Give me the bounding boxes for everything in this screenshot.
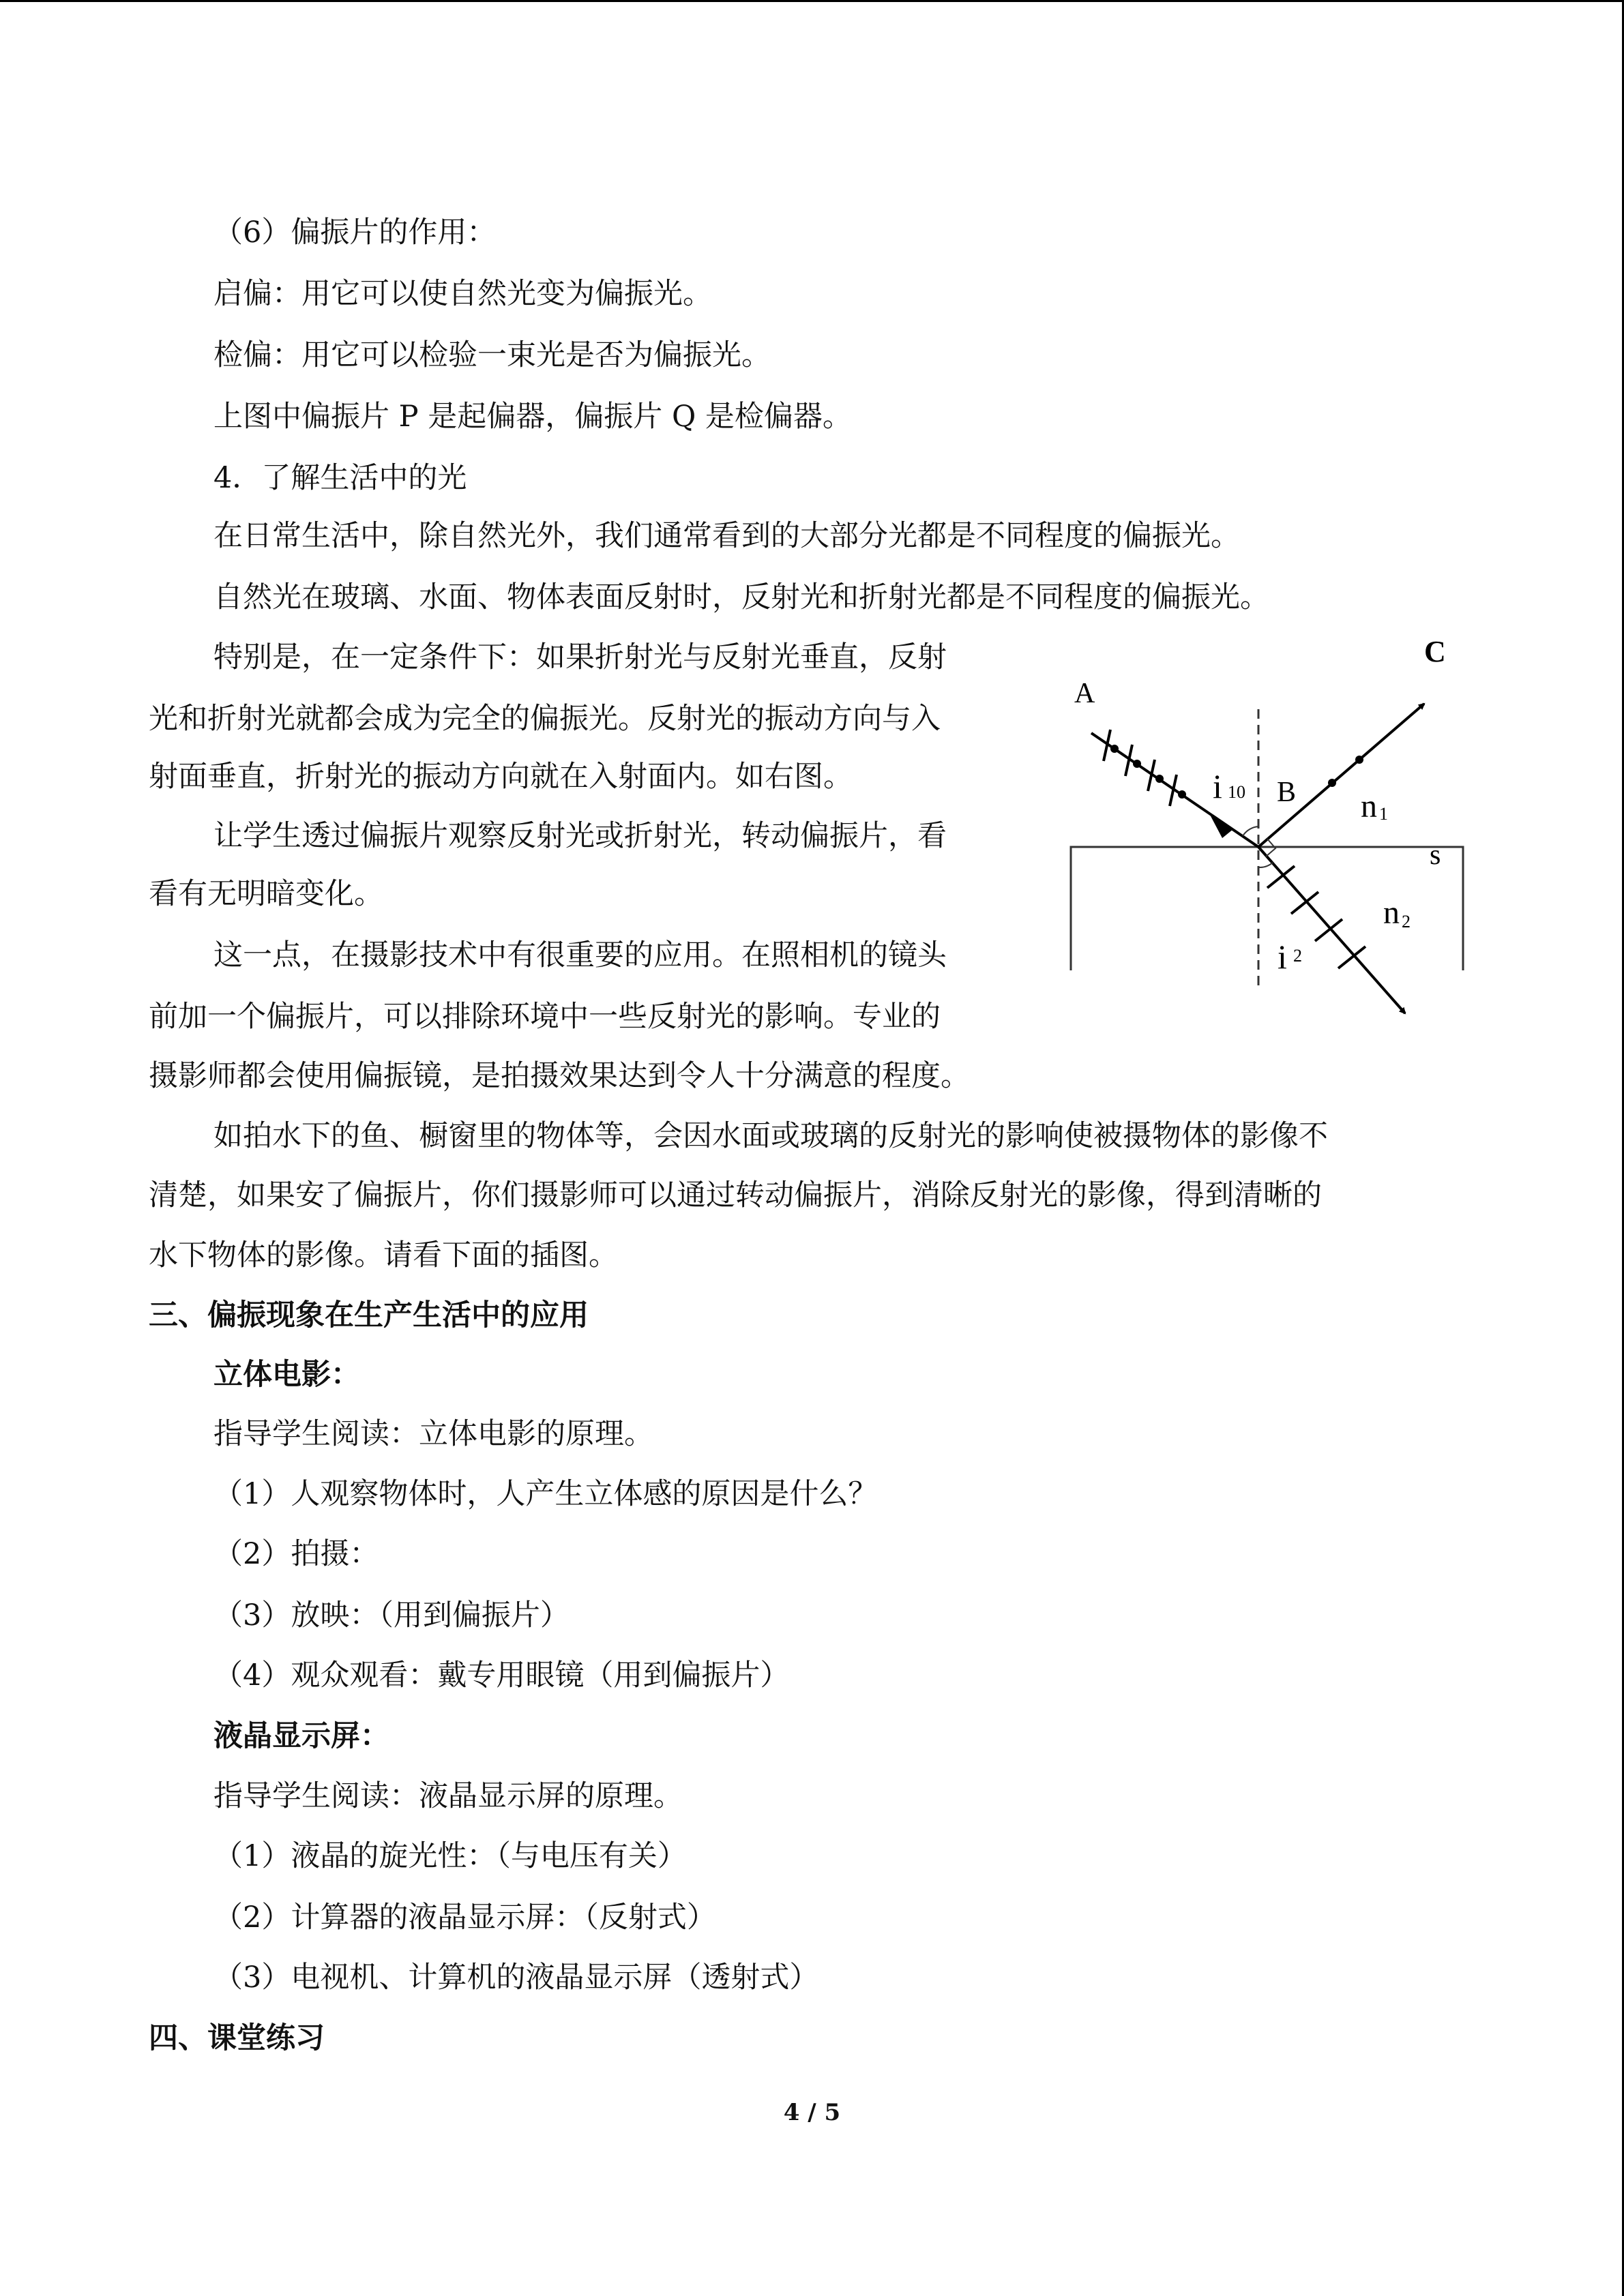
text-line: 摄影师都会使用偏振镜，是拍摄效果达到令人十分满意的程度。: [149, 1059, 970, 1093]
reflected-ray: [1258, 704, 1424, 847]
label-n2: n: [1383, 895, 1400, 931]
label-s: s: [1430, 839, 1441, 871]
text-line: （6）偏振片的作用：: [213, 215, 497, 250]
label-i1-sub: 10: [1228, 782, 1245, 802]
text-line: 指导学生阅读：液晶显示屏的原理。: [213, 1779, 683, 1813]
text-line: （1）液晶的旋光性：（与电压有关）: [213, 1839, 687, 1873]
label-i1: i: [1213, 767, 1222, 805]
label-n2-sub: 2: [1402, 912, 1411, 931]
section-heading: 四、课堂练习: [149, 2021, 325, 2055]
subsection-heading: 立体电影：: [213, 1358, 360, 1392]
text-line: 看有无明暗变化。: [149, 877, 383, 911]
text-line: 前加一个偏振片，可以排除环境中一些反射光的影响。专业的: [149, 1000, 941, 1034]
text-line: 水下物体的影像。请看下面的插图。: [149, 1238, 618, 1272]
text-line: 如拍水下的鱼、橱窗里的物体等，会因水面或玻璃的反射光的影响使被摄物体的影像不: [213, 1119, 1328, 1153]
text-line: 启偏：用它可以使自然光变为偏振光。: [213, 277, 712, 311]
text-line: （3）放映：（用到偏振片）: [213, 1598, 570, 1632]
incident-angle-arc: [1243, 826, 1258, 836]
refraction-angle-arc: [1258, 863, 1273, 867]
text-line: 射面垂直，折射光的振动方向就在入射面内。如右图。: [149, 760, 853, 794]
label-n1-sub: 1: [1379, 804, 1388, 824]
section-subheading: 4．了解生活中的光: [213, 461, 467, 495]
text-line: （4）观众观看：戴专用眼镜（用到偏振片）: [213, 1658, 790, 1693]
text-line: 自然光在玻璃、水面、物体表面反射时，反射光和折射光都是不同程度的偏振光。: [213, 580, 1269, 614]
subsection-heading: 液晶显示屏：: [213, 1719, 389, 1753]
section-heading: 三、偏振现象在生产生活中的应用: [149, 1298, 589, 1332]
text-line: 指导学生阅读：立体电影的原理。: [213, 1417, 653, 1451]
text-line: （2）计算器的液晶显示屏：（反射式）: [213, 1900, 716, 1935]
text-line: （2）拍摄：: [213, 1537, 379, 1571]
label-n1: n: [1361, 788, 1377, 824]
text-line: （3）电视机、计算机的液晶显示屏（透射式）: [213, 1960, 819, 1995]
label-i2-sub: 2: [1293, 946, 1302, 966]
text-line: 清楚，如果安了偏振片，你们摄影师可以通过转动偏振片，消除反射光的影像，得到清晰的: [149, 1178, 1322, 1212]
label-i2: i: [1278, 938, 1287, 976]
page-number: 4 / 5: [783, 2099, 841, 2126]
label-c: C: [1424, 635, 1446, 668]
text-line: 在日常生活中，除自然光外，我们通常看到的大部分光都是不同程度的偏振光。: [213, 519, 1240, 553]
label-a: A: [1074, 678, 1095, 709]
text-line: 让学生透过偏振片观察反射光或折射光，转动偏振片，看: [213, 819, 947, 853]
text-line: （1）人观察物体时，人产生立体感的原因是什么？: [213, 1477, 878, 1511]
text-line: 检偏：用它可以检验一束光是否为偏振光。: [213, 338, 771, 372]
text-line: 光和折射光就都会成为完全的偏振光。反射光的振动方向与入: [149, 702, 941, 736]
text-line: 特别是，在一定条件下：如果折射光与反射光垂直，反射: [213, 640, 947, 674]
top-border: [0, 0, 1624, 2]
text-line: 上图中偏振片 P 是起偏器，偏振片 Q 是检偏器。: [213, 400, 852, 434]
polarization-diagram: [1050, 634, 1480, 1043]
label-b: B: [1277, 777, 1297, 808]
text-line: 这一点，在摄影技术中有很重要的应用。在照相机的镜头: [213, 938, 947, 972]
